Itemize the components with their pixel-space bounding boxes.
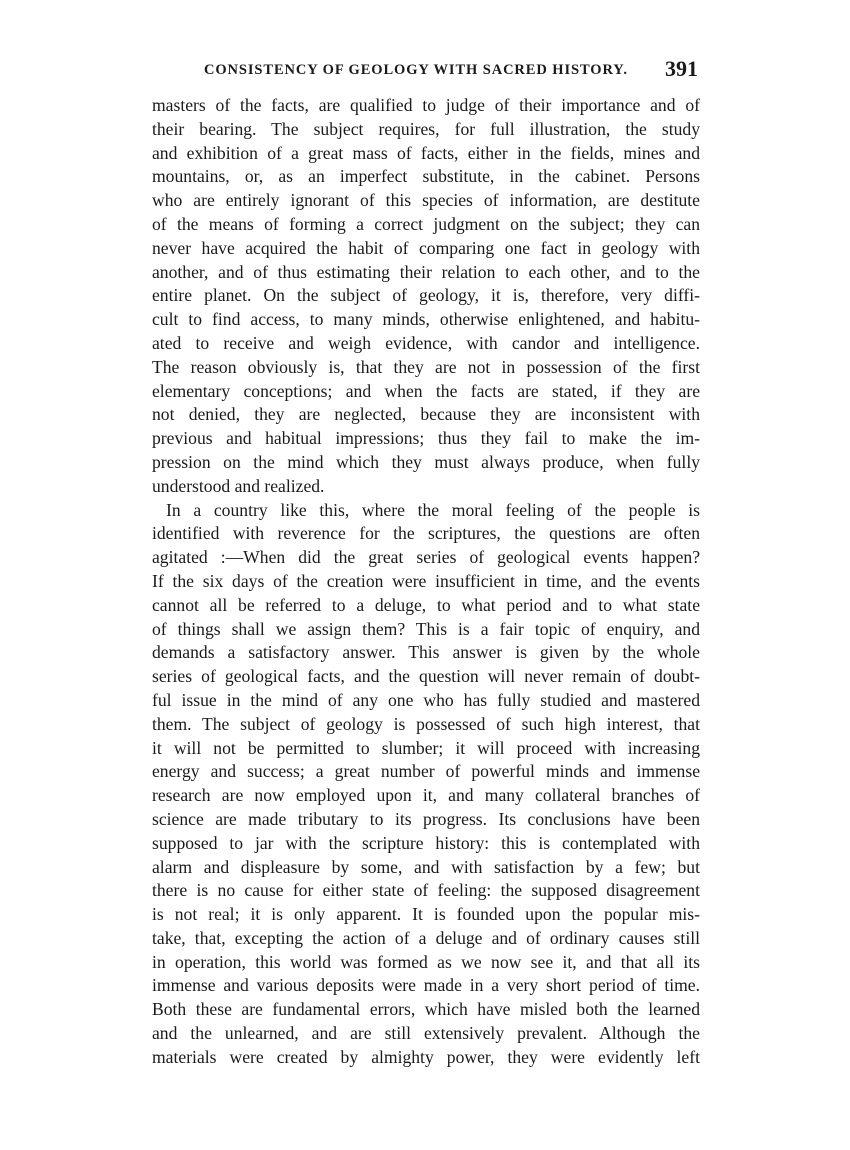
text-line: cult to find access, to many minds, otherwise enlightened, and habitu- (152, 309, 700, 330)
text-line: and exhibition of a great mass of facts, either in the fields, mines and (152, 142, 700, 163)
text-line: ful issue in the mind of any one who has fully studied and mastered (152, 689, 700, 710)
text-line: immense and various deposits were made in a very short period of time. (152, 975, 700, 996)
text-line: them. The subject of geology is possessed of such high interest, that (152, 713, 700, 734)
text-line: masters of the facts, are qualified to judge of their importance and of (152, 95, 700, 115)
text-line: take, that, excepting the action of a deluge and of ordinary causes still (152, 927, 700, 948)
text-line: demands a satisfactory answer. This answer is given by the whole (152, 642, 700, 663)
text-line: If the six days of the creation were insufficient in time, and the events (152, 570, 700, 591)
text-line: energy and success; a great number of powerful minds and immense (152, 761, 700, 782)
text-line: series of geological facts, and the question will never remain of doubt- (152, 666, 700, 687)
body-text (152, 94, 700, 1070)
text-line: ated to receive and weigh evidence, with candor and intelligence. (152, 332, 700, 353)
page-number: 391 (665, 56, 698, 81)
text-line: identified with reverence for the scriptures, the questions are often (152, 523, 700, 544)
text-line: materials were created by almighty power, they were evidently left (152, 1046, 700, 1067)
text-line: never have acquired the habit of comparing one fact in geology with (152, 237, 700, 258)
text-line: not denied, they are neglected, because they are inconsistent with (152, 404, 700, 425)
text-line: and the unlearned, and are still extensively prevalent. Although the (152, 1023, 700, 1044)
text-line: science are made tributary to its progress. Its conclusions have been (152, 808, 700, 829)
paragraph-end-line: understood and realized. (152, 475, 325, 496)
text-line: who are entirely ignorant of this species of information, are destitute (152, 190, 700, 211)
text-line: another, and of thus estimating their relation to each other, and to the (152, 261, 700, 282)
text-line: their bearing. The subject requires, for full illustration, the study (152, 118, 700, 139)
text-line: mountains, or, as an imperfect substitute, in the cabinet. Persons (152, 166, 700, 187)
text-line: entire planet. On the subject of geology, it is, therefore, very diffi- (152, 285, 700, 306)
text-line: agitated :—When did the great series of geological events happen? (152, 547, 700, 568)
running-head-title: CONSISTENCY OF GEOLOGY WITH SACRED HISTORY. (204, 62, 628, 78)
running-head (150, 56, 698, 90)
text-line: previous and habitual impressions; thus they fail to make the im- (152, 428, 700, 449)
text-line: research are now employed upon it, and many collateral branches of (152, 785, 700, 806)
text-line: alarm and displeasure by some, and with satisfaction by a few; but (152, 856, 700, 877)
text-line: is not real; it is only apparent. It is founded upon the popular mis- (152, 904, 700, 925)
text-line: Both these are fundamental errors, which have misled both the learned (152, 999, 700, 1020)
text-line: it will not be permitted to slumber; it will proceed with increasing (152, 737, 700, 758)
text-line: of the means of forming a correct judgment on the subject; they can (152, 213, 700, 234)
text-line: cannot all be referred to a deluge, to what period and to what state (152, 594, 700, 615)
text-line: in operation, this world was formed as we now see it, and that all its (152, 951, 700, 972)
text-line: of things shall we assign them? This is a fair topic of enquiry, and (152, 618, 700, 639)
text-line: elementary conceptions; and when the facts are stated, if they are (152, 380, 700, 401)
text-line: The reason obviously is, that they are not in possession of the first (152, 356, 700, 377)
text-line: pression on the mind which they must always produce, when fully (152, 451, 700, 472)
paragraph-start-line: In a country like this, where the moral feeling of the people is (166, 499, 700, 520)
text-line: supposed to jar with the scripture history: this is contemplated with (152, 832, 700, 853)
text-line: there is no cause for either state of feeling: the supposed disagreement (152, 880, 700, 901)
